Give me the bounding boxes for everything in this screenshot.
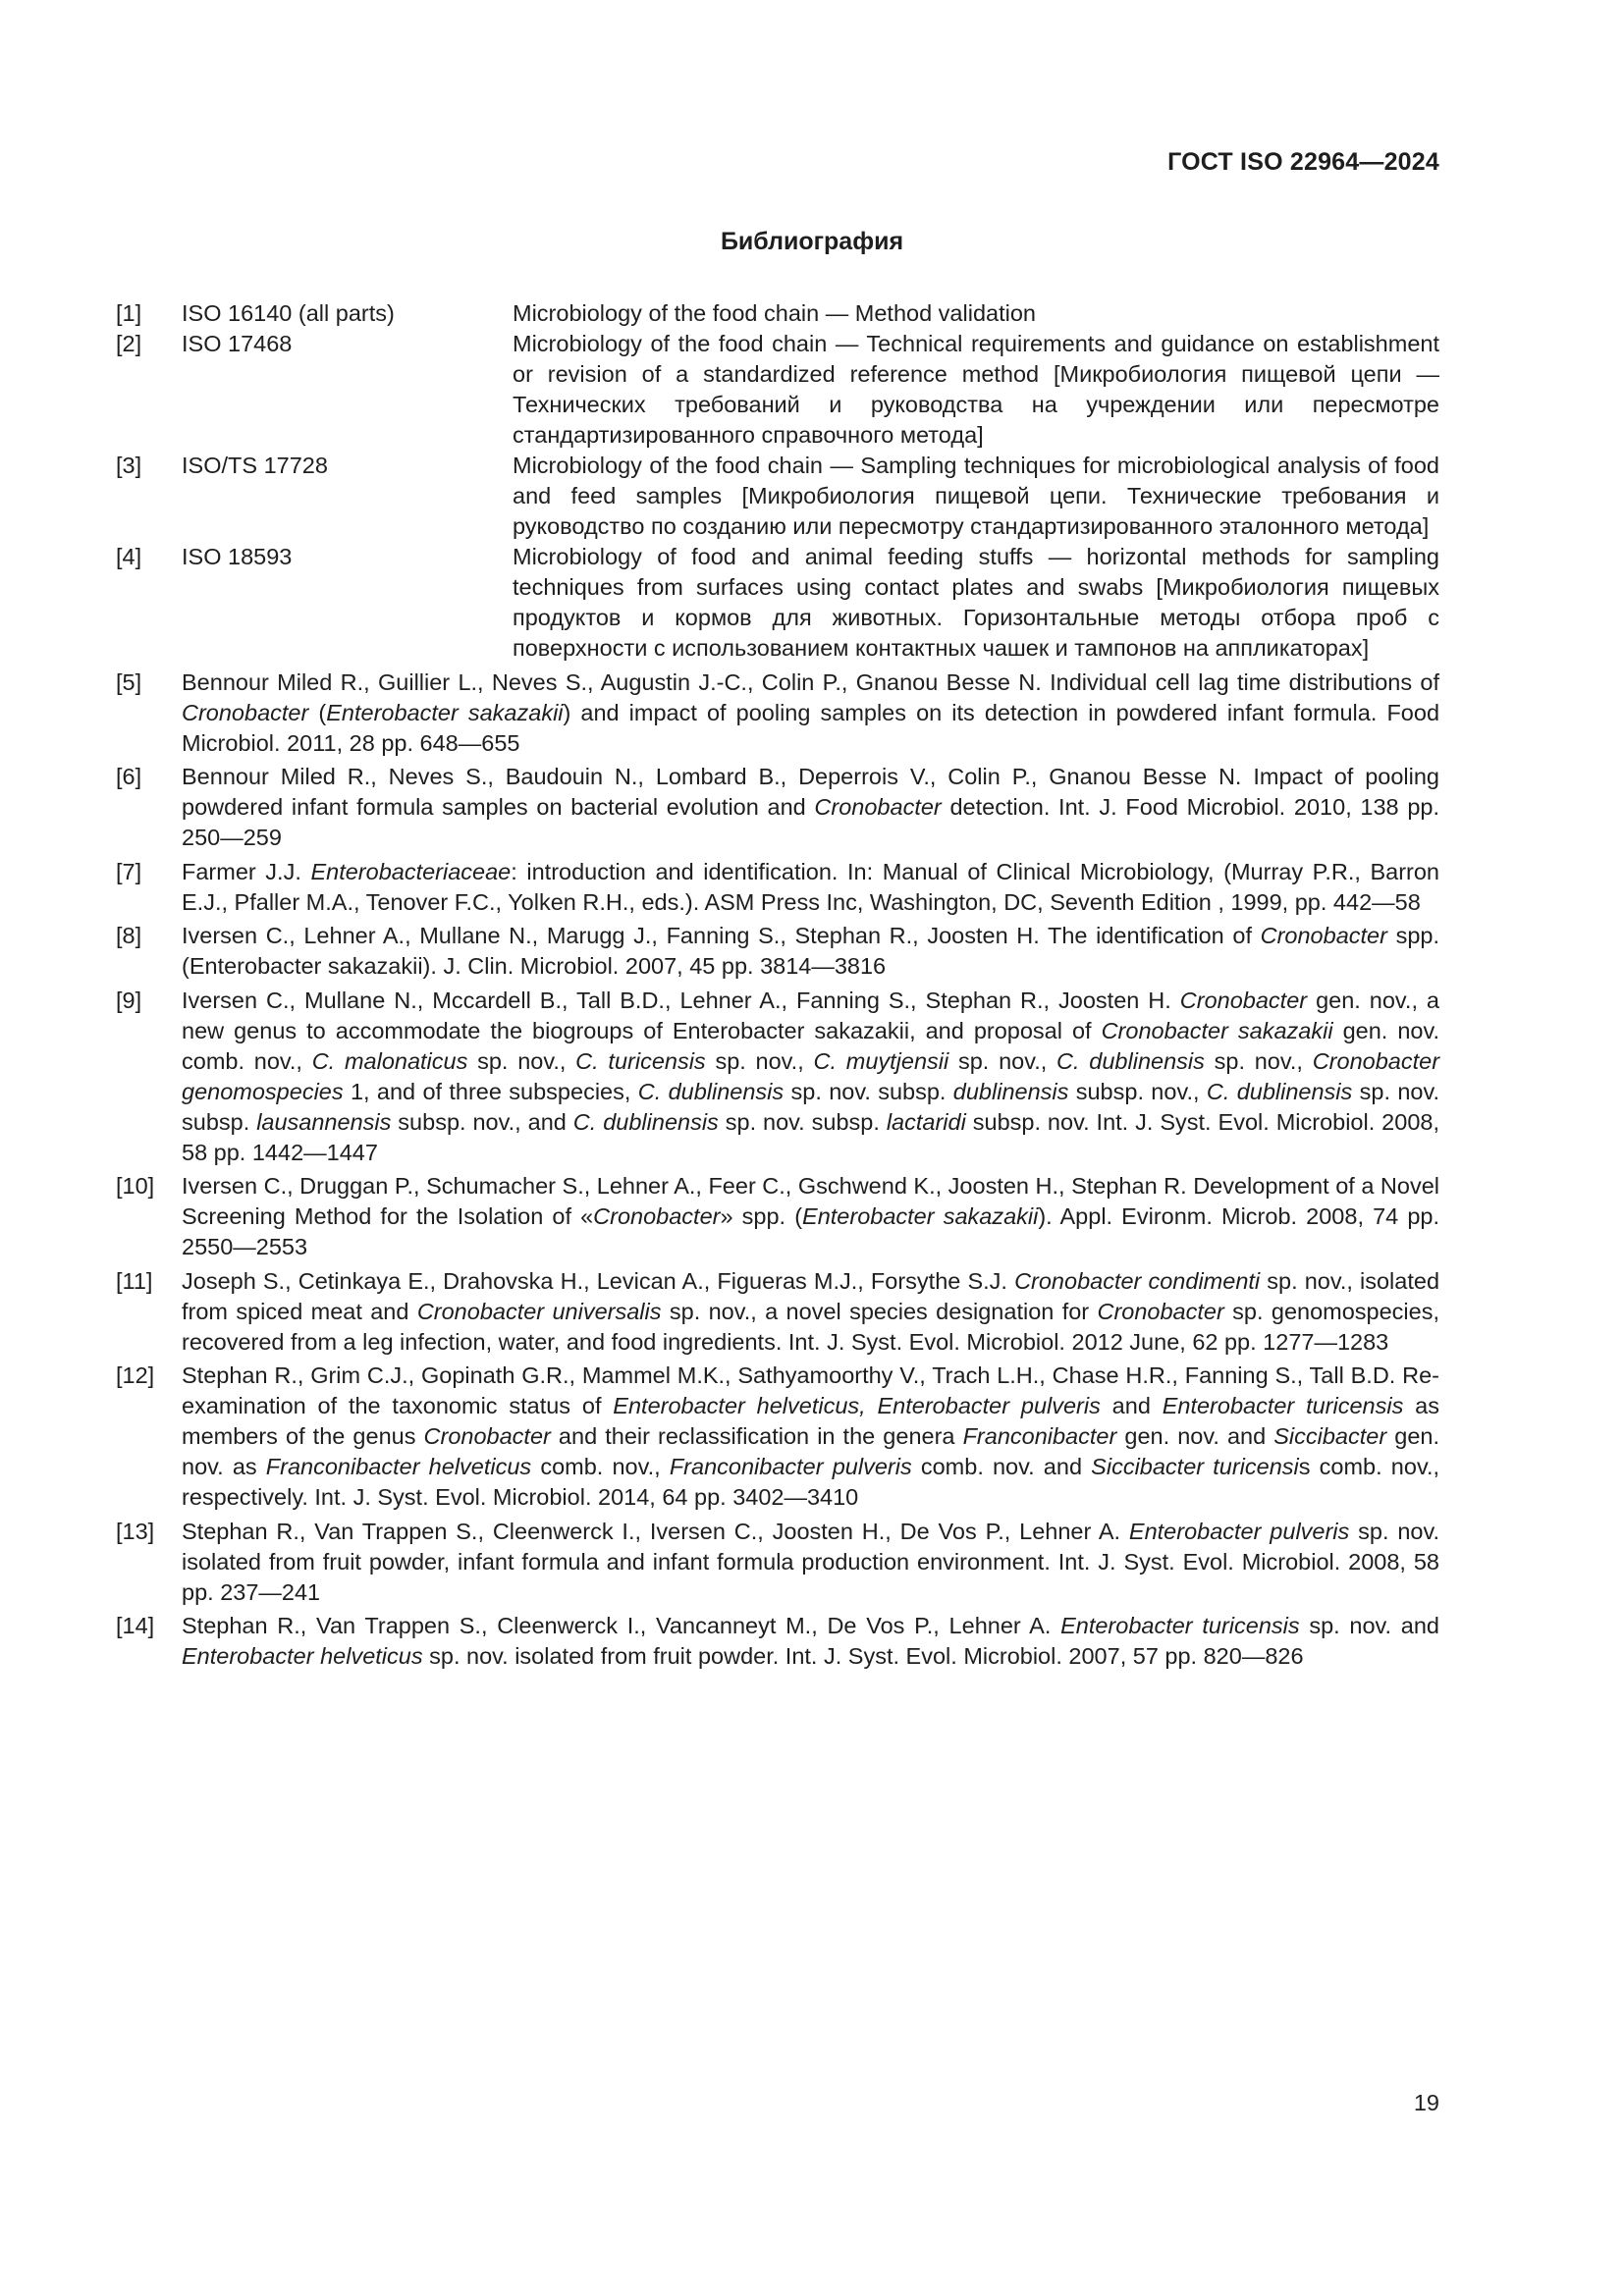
citation-segment: and [1100, 1393, 1163, 1418]
citation-text [182, 1361, 1439, 1513]
standard-code: ISO 17468 [182, 331, 293, 356]
italic-term: Enterobacter turicensis [1060, 1613, 1300, 1638]
citation-segment: gen. nov. and [1116, 1423, 1274, 1449]
citation-segment: sp. nov. and [1299, 1613, 1439, 1638]
citation-segment: s comb. nov., respectively. Int. J. Syst. Evol. Microbiol. 2014, 64 pp. 3402—3410 [182, 1454, 1440, 1510]
citation-segment: sp. nov., isolated from spiced meat and [182, 1267, 1440, 1324]
literature-reference [116, 921, 1439, 982]
literature-reference [116, 1266, 1439, 1358]
citation-segment: sp. nov., [705, 1047, 814, 1074]
italic-term: Cronobacter genomospecies [182, 1047, 1440, 1104]
citation-segment: subsp. nov. Int. J. Syst. Evol. Microbiol. 2008, 58 pp. 1442—1447 [182, 1108, 1439, 1165]
citation-text [182, 921, 1439, 982]
citation-segment: Stephan R., Van Trappen S., Cleenwerck I., Vancanneyt M., De Vos P., Lehner A. [182, 1613, 1061, 1638]
italic-term: Cronobacter [1179, 987, 1308, 1013]
citation-segment: Farmer J.J. [182, 858, 311, 884]
literature-references [116, 667, 1439, 1673]
literature-reference [116, 667, 1439, 759]
citation-segment: as members of the genus [182, 1393, 1439, 1449]
standard-code: ISO/TS 17728 [182, 453, 328, 478]
italic-term: Enterobacter helveticus [182, 1643, 423, 1669]
standard-reference [116, 451, 1439, 542]
citation-text [182, 1266, 1439, 1358]
italic-term: Cronobacter universalis [416, 1298, 662, 1324]
citation-text [182, 1611, 1439, 1672]
reference-number: [12] [116, 1362, 155, 1388]
citation-segment: sp. nov. subsp. [718, 1108, 887, 1135]
citation-segment: subsp. nov., [1068, 1078, 1207, 1104]
citation-segment: sp. nov. subsp. [182, 1078, 1439, 1135]
literature-reference [116, 1517, 1439, 1608]
reference-number: [3] [116, 453, 142, 478]
literature-reference [116, 986, 1439, 1168]
literature-reference [116, 1361, 1439, 1513]
standard-title: Microbiology of food and animal feeding stuffs — horizontal methods for sampling techniques from surfaces using contact plates and swabs [Микробиология пищевых продуктов и кормов для животных. Горизонтальные методы отбора проб с поверхности с использованием контактных чашек и тампонов на аппликаторах] [513, 544, 1439, 661]
standard-code: ISO 16140 (all parts) [182, 300, 395, 326]
citation-segment: sp. nov., a novel species designation for [661, 1298, 1098, 1324]
italic-term: C. muytjensii [813, 1047, 949, 1074]
standard-title: Microbiology of the food chain — Technical requirements and guidance on establishment or revision of a standardized reference method [Микробиология пищевой цепи — Технических требований и руководства на учреждении или пересмотре стандартизированного справочного метода] [513, 331, 1439, 448]
citation-text [182, 986, 1439, 1168]
standard-reference [116, 329, 1439, 451]
citation-segment: and their reclassification in the genera [550, 1423, 963, 1449]
reference-number: [10] [116, 1173, 155, 1199]
reference-number: [7] [116, 858, 142, 884]
italic-term: lausannensis [256, 1108, 392, 1135]
italic-term: Enterobacter turicensis [1162, 1393, 1404, 1418]
citation-segment: 1, and of three subspecies, [343, 1078, 638, 1104]
italic-term: Cronobacter [423, 1423, 551, 1449]
italic-term: Enterobacter helveticus, Enterobacter pulveris [613, 1393, 1101, 1418]
citation-segment: Iversen C., Mullane N., Mccardell B., Tall B.D., Lehner A., Fanning S., Stephan R., Joosten H. [182, 987, 1180, 1013]
citation-segment: ) and impact of pooling samples on its detection in powdered infant formula. Food Microbiol. 2011, 28 pp. 648—655 [182, 699, 1440, 756]
standard-title: Microbiology of the food chain — Sampling techniques for microbiological analysis of food and feed samples [Микробиология пищевой цепи. Технические требования и руководство по созданию или пересмотру стандартизированного эталонного метода] [513, 453, 1439, 539]
italic-term: Siccibacter turicensi [1091, 1454, 1299, 1479]
literature-reference [116, 857, 1439, 918]
citation-text [182, 667, 1439, 759]
italic-term: C. dublinensis [1206, 1078, 1353, 1104]
citation-segment: sp. genomospecies, recovered from a leg infection, water, and food ingredients. Int. J. Syst. Evol. Microbiol. 2012 June, 62 pp. 1277—1283 [182, 1298, 1440, 1355]
literature-reference [116, 762, 1439, 853]
citation-segment: gen. nov., a new genus to accommodate the biogroups of Enterobacter sakazakii, and proposal of [182, 987, 1439, 1043]
citation-segment: sp. nov., [467, 1047, 576, 1074]
citation-segment: comb. nov., [531, 1454, 670, 1479]
citation-segment: Stephan R., Van Trappen S., Cleenwerck I., Iversen C., Joosten H., De Vos P., Lehner A. [182, 1518, 1129, 1544]
standard-reference [116, 298, 1439, 329]
italic-term: Siccibacter [1273, 1423, 1387, 1449]
citation-segment: Bennour Miled R., Guillier L., Neves S., Augustin J.-C., Colin P., Gnanou Besse N. Individual cell lag time distributions of [182, 668, 1439, 695]
italic-term: Cronobacter [1097, 1298, 1224, 1324]
italic-term: Enterobacter pulveris [1128, 1518, 1350, 1544]
citation-text [182, 857, 1439, 918]
standard-reference [116, 542, 1439, 664]
page-number: 19 [1413, 2090, 1439, 2115]
italic-term: C. dublinensis [572, 1108, 719, 1135]
italic-term: Cronobacter condimenti [1014, 1267, 1261, 1294]
italic-term: C. dublinensis [1056, 1047, 1205, 1074]
italic-term: Enterobacter sakazakii [326, 699, 564, 725]
italic-term: Cronobacter [814, 794, 942, 820]
citation-text [182, 762, 1439, 853]
citation-segment: sp. nov. isolated from fruit powder. Int. J. Syst. Evol. Microbiol. 2007, 57 pp. 820—826 [422, 1643, 1304, 1669]
standard-code: ISO 18593 [182, 544, 293, 569]
citation-segment: ). Appl. Evironm. Microb. 2008, 74 pp. 2550—2553 [182, 1203, 1439, 1259]
citation-segment: Bennour Miled R., Neves S., Baudouin N., Lombard B., Deperrois V., Colin P., Gnanou Besse N. Impact of pooling powdered infant formula samples on bacterial evolution and [182, 764, 1439, 820]
italic-term: Cronobacter sakazakii [1101, 1017, 1333, 1043]
citation-segment: ( [308, 699, 327, 725]
citation-segment: sp. nov. isolated from fruit powder, infant formula and infant formula production environment. Int. J. Syst. Evol. Microbiol. 2008, 58 pp. 237—241 [182, 1518, 1439, 1605]
reference-number: [13] [116, 1518, 155, 1544]
italic-term: Enterobacteriaceae [310, 858, 512, 884]
italic-term: Franconibacter helveticus [265, 1454, 532, 1479]
citation-text [182, 1171, 1439, 1262]
italic-term: C. malonaticus [311, 1047, 468, 1074]
italic-term: Cronobacter [593, 1203, 721, 1229]
document-code: ГОСТ ISO 22964—2024 [1167, 148, 1439, 176]
italic-term: lactaridi [886, 1108, 966, 1135]
citation-segment: Iversen C., Lehner A., Mullane N., Marugg J., Fanning S., Stephan R., Joosten H. The identification of [182, 923, 1261, 948]
citation-segment: Iversen C., Druggan P., Schumacher S., Lehner A., Feer C., Gschwend K., Joosten H., Stephan R. Development of a Novel Screening Method for the Isolation of « [182, 1173, 1439, 1229]
citation-segment: sp. nov. subsp. [784, 1078, 953, 1104]
reference-number: [2] [116, 331, 142, 356]
reference-number: [5] [116, 668, 142, 695]
citation-segment: sp. nov., [1204, 1047, 1313, 1074]
citation-segment: gen. nov. as [182, 1423, 1439, 1479]
reference-number: [14] [116, 1613, 155, 1638]
italic-term: Cronobacter [182, 699, 309, 725]
citation-segment: » spp. ( [720, 1203, 803, 1229]
literature-reference [116, 1171, 1439, 1262]
reference-number: [8] [116, 923, 142, 948]
citation-segment: detection. Int. J. Food Microbiol. 2010, 138 pp. 250—259 [182, 794, 1439, 850]
bibliography-list [116, 298, 1439, 1672]
italic-term: Cronobacter [1260, 923, 1387, 948]
citation-text [182, 1517, 1439, 1608]
bibliography-title: Библиография [720, 228, 904, 255]
citation-segment: spp. (Enterobacter sakazakii). J. Clin. Microbiol. 2007, 45 pp. 3814—3816 [182, 923, 1440, 979]
citation-segment: : introduction and identification. In: Manual of Clinical Microbiology, (Murray P.R., Barron E.J., Pfaller M.A., Tenover F.C., Yolken R.H., eds.). ASM Press Inc, Washington, DC, Seventh Edition , 1999, pp. 442—58 [182, 858, 1440, 915]
reference-number: [1] [116, 300, 142, 326]
reference-number: [11] [116, 1267, 153, 1294]
italic-term: C. dublinensis [637, 1078, 785, 1104]
reference-number: [6] [116, 764, 142, 789]
italic-term: Enterobacter sakazakii [802, 1203, 1039, 1229]
citation-segment: Stephan R., Grim C.J., Gopinath G.R., Mammel M.K., Sathyamoorthy V., Trach L.H., Chase H.R., Fanning S., Tall B.D. Re-examination of the taxonomic status of [182, 1362, 1439, 1418]
italic-term: Franconibacter pulveris [669, 1454, 912, 1479]
italic-term: Franconibacter [962, 1423, 1117, 1449]
reference-number: [4] [116, 544, 142, 569]
italic-term: dublinensis [952, 1078, 1069, 1104]
standard-title: Microbiology of the food chain — Method validation [513, 300, 1036, 326]
citation-segment: comb. nov. and [911, 1454, 1092, 1479]
citation-segment: subsp. nov., and [391, 1108, 573, 1135]
citation-segment: sp. nov., [948, 1047, 1057, 1074]
literature-reference [116, 1611, 1439, 1672]
citation-segment: gen. nov. comb. nov., [182, 1017, 1439, 1074]
reference-number: [9] [116, 987, 142, 1013]
italic-term: C. turicensis [575, 1047, 706, 1074]
citation-segment: Joseph S., Cetinkaya E., Drahovska H., Levican A., Figueras M.J., Forsythe S.J. [182, 1267, 1015, 1294]
